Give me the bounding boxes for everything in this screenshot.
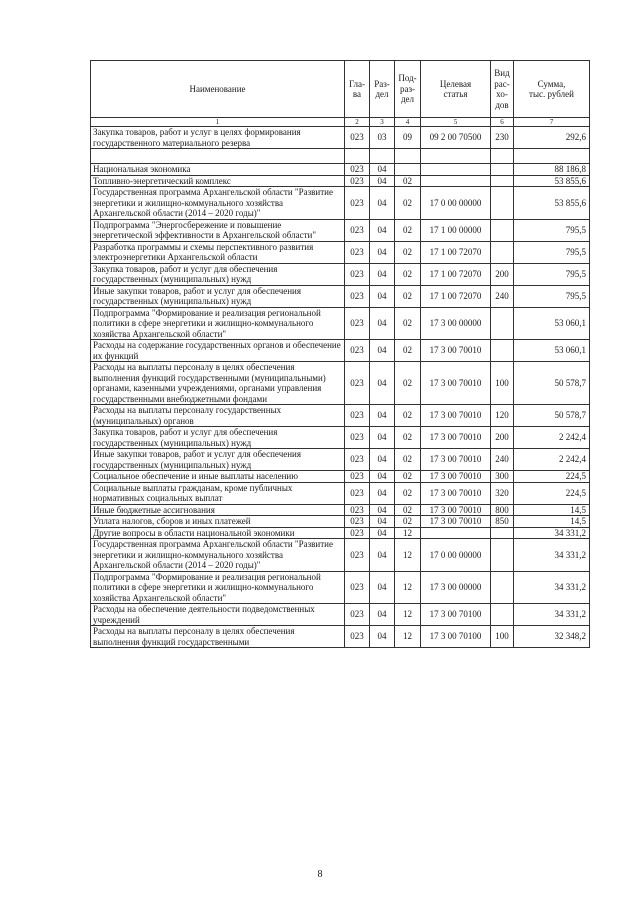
table-row — [91, 340, 590, 362]
cell-podrazdel: 02 — [395, 482, 421, 504]
cell-podrazdel: 09 — [395, 127, 421, 149]
cell-vid: 200 — [491, 263, 514, 285]
cell-celevaya — [421, 149, 491, 164]
cell-name: Социальное обеспечение и иные выплаты населению — [91, 471, 345, 483]
column-number-row — [91, 118, 590, 127]
cell-celevaya: 17 3 00 70100 — [421, 626, 491, 648]
cell-razdel: 04 — [370, 604, 395, 626]
page-number: 8 — [317, 869, 323, 880]
table-row — [91, 626, 590, 648]
cell-name: Расходы на содержание государственных органов и обеспечение их функций — [91, 340, 345, 362]
cell-name: Иные закупки товаров, работ и услуг для обеспечения государственных (муниципальных) нужд — [91, 449, 345, 471]
cell-vid — [491, 604, 514, 626]
table-row — [91, 362, 590, 405]
cell-name: Подпрограмма "Формирование и реализация региональной политики в сфере энергетики и жилищно-коммунального хозяйства Архангельской области" — [91, 571, 345, 604]
cell-glava: 023 — [345, 471, 370, 483]
cell-glava: 023 — [345, 405, 370, 427]
header-summa: Сумма, тыс. рублей — [514, 61, 590, 118]
cell-razdel: 04 — [370, 362, 395, 405]
cell-podrazdel: 02 — [395, 285, 421, 307]
cell-celevaya: 17 0 00 00000 — [421, 187, 491, 220]
cell-podrazdel: 12 — [395, 527, 421, 539]
table-row — [91, 263, 590, 285]
cell-podrazdel: 12 — [395, 604, 421, 626]
cell-name: Другие вопросы в области национальной экономики — [91, 527, 345, 539]
cell-razdel: 04 — [370, 482, 395, 504]
cell-summa: 292,6 — [514, 127, 590, 149]
table-row — [91, 175, 590, 187]
table-header-row — [91, 61, 590, 118]
cell-name: Уплата налогов, сборов и иных платежей — [91, 516, 345, 528]
cell-glava: 023 — [345, 626, 370, 648]
cell-summa: 53 060,1 — [514, 340, 590, 362]
cell-summa: 50 578,7 — [514, 362, 590, 405]
cell-vid — [491, 175, 514, 187]
cell-podrazdel: 02 — [395, 307, 421, 340]
cell-name — [91, 149, 345, 164]
cell-podrazdel: 02 — [395, 219, 421, 241]
cell-podrazdel: 12 — [395, 539, 421, 572]
cell-podrazdel: 12 — [395, 626, 421, 648]
cell-podrazdel — [395, 164, 421, 176]
cell-razdel: 04 — [370, 427, 395, 449]
cell-vid — [491, 571, 514, 604]
cell-summa — [514, 149, 590, 164]
cell-celevaya: 17 1 00 72070 — [421, 263, 491, 285]
cell-podrazdel: 02 — [395, 427, 421, 449]
cell-vid — [491, 219, 514, 241]
cell-vid: 230 — [491, 127, 514, 149]
cell-razdel: 04 — [370, 187, 395, 220]
cell-name: Национальная экономика — [91, 164, 345, 176]
table-row — [91, 405, 590, 427]
cell-podrazdel: 12 — [395, 571, 421, 604]
table-row — [91, 427, 590, 449]
cell-celevaya: 17 3 00 00000 — [421, 307, 491, 340]
col-number: 4 — [395, 118, 421, 127]
cell-vid: 850 — [491, 516, 514, 528]
cell-glava: 023 — [345, 175, 370, 187]
table-row — [91, 539, 590, 572]
cell-name: Социальные выплаты гражданам, кроме публичных нормативных социальных выплат — [91, 482, 345, 504]
cell-summa: 34 331,2 — [514, 604, 590, 626]
col-number: 7 — [514, 118, 590, 127]
cell-razdel: 04 — [370, 263, 395, 285]
header-razdel: Раз- дел — [370, 61, 395, 118]
cell-celevaya: 17 3 00 70010 — [421, 362, 491, 405]
cell-podrazdel: 02 — [395, 405, 421, 427]
cell-summa: 795,5 — [514, 219, 590, 241]
cell-podrazdel: 02 — [395, 340, 421, 362]
table-row — [91, 504, 590, 516]
cell-razdel: 04 — [370, 405, 395, 427]
cell-podrazdel: 02 — [395, 263, 421, 285]
cell-celevaya: 17 3 00 70010 — [421, 516, 491, 528]
col-number: 6 — [491, 118, 514, 127]
cell-glava: 023 — [345, 263, 370, 285]
cell-glava: 023 — [345, 504, 370, 516]
cell-summa: 34 331,2 — [514, 527, 590, 539]
header-name: Наименование — [91, 61, 345, 118]
table-row — [91, 285, 590, 307]
cell-vid: 120 — [491, 405, 514, 427]
cell-summa: 2 242,4 — [514, 449, 590, 471]
cell-name: Государственная программа Архангельской области "Развитие энергетики и жилищно-коммунального хозяйства Архангельской области (2014 – 2020 годы)" — [91, 187, 345, 220]
table-row — [91, 164, 590, 176]
cell-celevaya: 17 3 00 70010 — [421, 471, 491, 483]
cell-razdel: 04 — [370, 539, 395, 572]
cell-glava: 023 — [345, 164, 370, 176]
cell-vid — [491, 527, 514, 539]
cell-vid — [491, 187, 514, 220]
cell-name: Государственная программа Архангельской области "Развитие энергетики и жилищно-коммунального хозяйства Архангельской области (2014 – 2020 годы)" — [91, 539, 345, 572]
cell-summa: 32 348,2 — [514, 626, 590, 648]
cell-glava: 023 — [345, 307, 370, 340]
cell-vid — [491, 539, 514, 572]
cell-name: Закупка товаров, работ и услуг для обеспечения государственных (муниципальных) нужд — [91, 263, 345, 285]
cell-celevaya: 17 3 00 70100 — [421, 604, 491, 626]
table-body — [91, 127, 590, 648]
cell-glava: 023 — [345, 449, 370, 471]
cell-razdel: 04 — [370, 285, 395, 307]
cell-podrazdel: 02 — [395, 175, 421, 187]
cell-vid: 240 — [491, 449, 514, 471]
cell-glava: 023 — [345, 527, 370, 539]
table-row — [91, 307, 590, 340]
table-row — [91, 482, 590, 504]
cell-vid: 320 — [491, 482, 514, 504]
cell-name: Расходы на выплаты персоналу в целях обеспечения выполнения функций государственными — [91, 626, 345, 648]
cell-glava: 023 — [345, 285, 370, 307]
col-number: 2 — [345, 118, 370, 127]
cell-vid: 100 — [491, 626, 514, 648]
cell-summa: 795,5 — [514, 241, 590, 263]
cell-glava: 023 — [345, 187, 370, 220]
cell-celevaya: 17 1 00 72070 — [421, 241, 491, 263]
table-row — [91, 516, 590, 528]
cell-glava: 023 — [345, 241, 370, 263]
cell-glava: 023 — [345, 482, 370, 504]
cell-razdel: 04 — [370, 516, 395, 528]
cell-vid: 200 — [491, 427, 514, 449]
cell-vid — [491, 164, 514, 176]
cell-podrazdel: 02 — [395, 362, 421, 405]
cell-summa: 224,5 — [514, 471, 590, 483]
cell-celevaya — [421, 164, 491, 176]
table-row — [91, 527, 590, 539]
cell-razdel: 04 — [370, 449, 395, 471]
cell-razdel: 04 — [370, 471, 395, 483]
table-row — [91, 604, 590, 626]
cell-celevaya: 17 3 00 70010 — [421, 504, 491, 516]
cell-name: Расходы на выплаты персоналу в целях обеспечения выполнения функций государственными (муниципальными) органами, казенными учреждениями, органами управления государственными внебюджетными фондами — [91, 362, 345, 405]
budget-table-sheet — [90, 60, 589, 648]
cell-glava: 023 — [345, 340, 370, 362]
cell-name: Подпрограмма "Формирование и реализация региональной политики в сфере энергетики и жилищно-коммунального хозяйства Архангельской области" — [91, 307, 345, 340]
cell-summa: 2 242,4 — [514, 427, 590, 449]
cell-razdel: 04 — [370, 571, 395, 604]
cell-glava: 023 — [345, 219, 370, 241]
cell-name: Иные бюджетные ассигнования — [91, 504, 345, 516]
cell-celevaya — [421, 527, 491, 539]
cell-glava: 023 — [345, 539, 370, 572]
cell-celevaya: 17 1 00 00000 — [421, 219, 491, 241]
cell-razdel — [370, 149, 395, 164]
cell-celevaya: 17 3 00 70010 — [421, 427, 491, 449]
cell-glava: 023 — [345, 571, 370, 604]
cell-podrazdel: 02 — [395, 471, 421, 483]
cell-summa: 795,5 — [514, 263, 590, 285]
cell-celevaya — [421, 175, 491, 187]
col-number: 1 — [91, 118, 345, 127]
cell-name: Закупка товаров, работ и услуг в целях формирования государственного материального резерва — [91, 127, 345, 149]
cell-podrazdel: 02 — [395, 187, 421, 220]
cell-razdel: 04 — [370, 527, 395, 539]
cell-name: Топливно-энергетический комплекс — [91, 175, 345, 187]
cell-summa: 34 331,2 — [514, 539, 590, 572]
cell-summa: 53 855,6 — [514, 175, 590, 187]
cell-name: Расходы на выплаты персоналу государственных (муниципальных) органов — [91, 405, 345, 427]
cell-celevaya: 09 2 00 70500 — [421, 127, 491, 149]
cell-summa: 88 186,8 — [514, 164, 590, 176]
cell-vid — [491, 340, 514, 362]
cell-summa: 224,5 — [514, 482, 590, 504]
table-row — [91, 471, 590, 483]
col-number: 3 — [370, 118, 395, 127]
cell-glava: 023 — [345, 427, 370, 449]
cell-name: Разработка программы и схемы перспективного развития электроэнергетики Архангельской области — [91, 241, 345, 263]
cell-summa: 53 060,1 — [514, 307, 590, 340]
cell-podrazdel — [395, 149, 421, 164]
cell-glava — [345, 149, 370, 164]
cell-summa: 795,5 — [514, 285, 590, 307]
table-row — [91, 219, 590, 241]
header-podrazdel: Под- раз- дел — [395, 61, 421, 118]
cell-name: Закупка товаров, работ и услуг для обеспечения государственных (муниципальных) нужд — [91, 427, 345, 449]
cell-celevaya: 17 0 00 00000 — [421, 539, 491, 572]
cell-podrazdel: 02 — [395, 504, 421, 516]
cell-vid: 300 — [491, 471, 514, 483]
cell-name: Подпрограмма "Энергосбережение и повышение энергетической эффективности в Архангельской области" — [91, 219, 345, 241]
cell-razdel: 03 — [370, 127, 395, 149]
cell-vid — [491, 149, 514, 164]
cell-summa: 14,5 — [514, 516, 590, 528]
cell-razdel: 04 — [370, 626, 395, 648]
cell-glava: 023 — [345, 516, 370, 528]
cell-celevaya: 17 1 00 72070 — [421, 285, 491, 307]
cell-celevaya: 17 3 00 00000 — [421, 571, 491, 604]
table-row — [91, 449, 590, 471]
cell-glava: 023 — [345, 127, 370, 149]
cell-name: Расходы на обеспечение деятельности подведомственных учреждений — [91, 604, 345, 626]
table-row — [91, 241, 590, 263]
cell-summa: 50 578,7 — [514, 405, 590, 427]
cell-razdel: 04 — [370, 219, 395, 241]
cell-razdel: 04 — [370, 175, 395, 187]
cell-vid: 240 — [491, 285, 514, 307]
table-row — [91, 571, 590, 604]
table-row — [91, 149, 590, 164]
cell-glava: 023 — [345, 604, 370, 626]
cell-razdel: 04 — [370, 504, 395, 516]
col-number: 5 — [421, 118, 491, 127]
header-celevaya: Целевая статья — [421, 61, 491, 118]
cell-summa: 14,5 — [514, 504, 590, 516]
cell-podrazdel: 02 — [395, 241, 421, 263]
cell-vid — [491, 307, 514, 340]
cell-summa: 53 855,6 — [514, 187, 590, 220]
table-row — [91, 187, 590, 220]
cell-vid: 100 — [491, 362, 514, 405]
cell-razdel: 04 — [370, 241, 395, 263]
cell-razdel: 04 — [370, 164, 395, 176]
cell-podrazdel: 02 — [395, 449, 421, 471]
cell-glava: 023 — [345, 362, 370, 405]
cell-razdel: 04 — [370, 340, 395, 362]
cell-name: Иные закупки товаров, работ и услуг для обеспечения государственных (муниципальных) нужд — [91, 285, 345, 307]
header-vid: Вид рас- хо- дов — [491, 61, 514, 118]
cell-celevaya: 17 3 00 70010 — [421, 449, 491, 471]
cell-celevaya: 17 3 00 70010 — [421, 405, 491, 427]
cell-vid — [491, 241, 514, 263]
cell-celevaya: 17 3 00 70010 — [421, 340, 491, 362]
cell-summa: 34 331,2 — [514, 571, 590, 604]
cell-podrazdel: 02 — [395, 516, 421, 528]
cell-celevaya: 17 3 00 70010 — [421, 482, 491, 504]
cell-vid: 800 — [491, 504, 514, 516]
header-glava: Гла- ва — [345, 61, 370, 118]
table-row — [91, 127, 590, 149]
cell-razdel: 04 — [370, 307, 395, 340]
budget-table — [90, 60, 590, 648]
